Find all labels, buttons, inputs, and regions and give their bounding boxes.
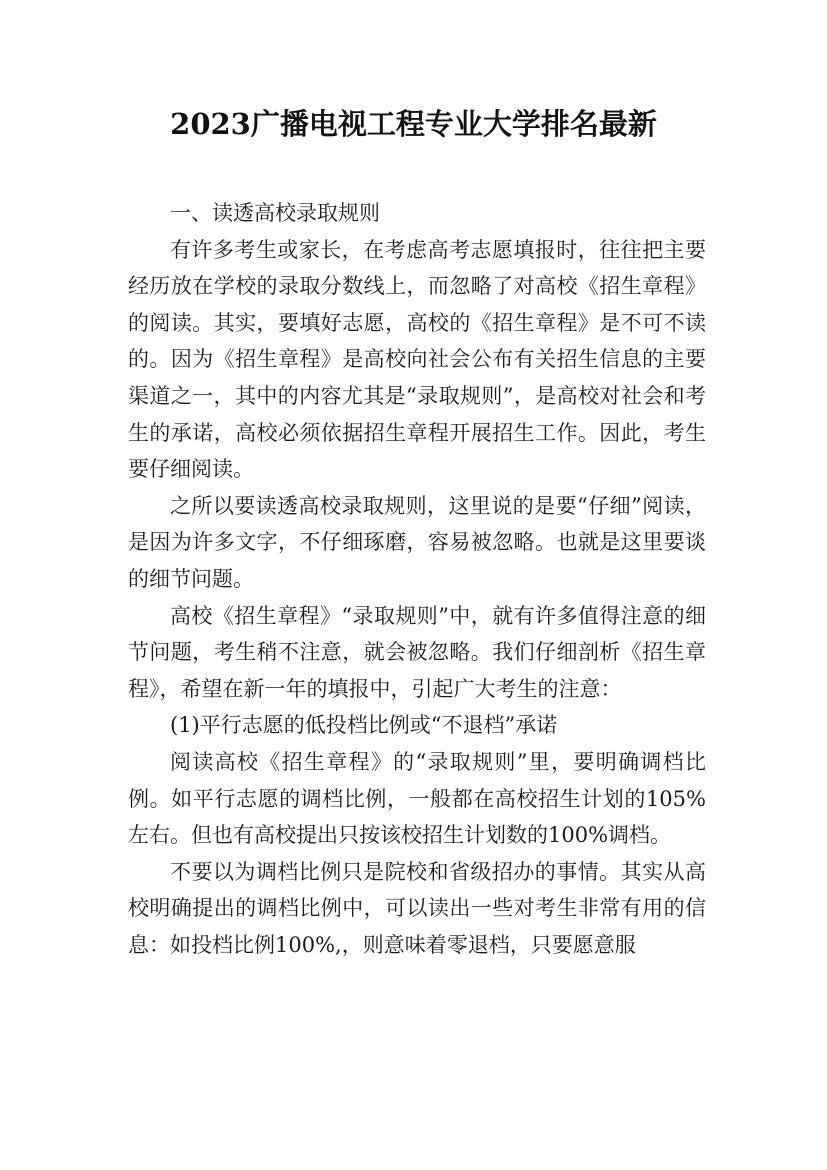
document-body	[128, 195, 706, 963]
section-heading: 一、读透高校录取规则	[170, 201, 380, 225]
paragraph: 不要以为调档比例只是院校和省级招办的事情。其实从高校明确提出的调档比例中，可以读出一些对考生非常有用的信息：如投档比例100%,，则意味着零退档，只要愿意服	[128, 859, 706, 957]
paragraph: 高校《招生章程》“录取规则”中，就有许多值得注意的细节问题，考生稍不注意，就会被忽略。我们仔细剖析《招生章程》，希望在新一年的填报中，引起广大考生的注意：	[128, 603, 706, 701]
paragraph: 有许多考生或家长，在考虑高考志愿填报时，往往把主要经历放在学校的录取分数线上，而忽略了对高校《招生章程》的阅读。其实，要填好志愿，高校的《招生章程》是不可不读的。因为《招生章程》是高校向社会公布有关招生信息的主要渠道之一，其中的内容尤其是“录取规则”，是高校对社会和考生的承诺，高校必须依据招生章程开展招生工作。因此，考生要仔细阅读。	[128, 237, 706, 482]
paragraph: 阅读高校《招生章程》的“录取规则”里，要明确调档比例。如平行志愿的调档比例，一般都在高校招生计划的105%左右。但也有高校提出只按该校招生计划数的100%调档。	[128, 749, 706, 848]
paragraph: 之所以要读透高校录取规则，这里说的是要“仔细”阅读，是因为许多文字，不仔细琢磨，容易被忽略。也就是这里要谈的细节问题。	[128, 493, 706, 591]
subsection-heading: (1)平行志愿的低投档比例或“不退档”承诺	[170, 713, 558, 738]
document-title: 2023广播电视工程专业大学排名最新	[170, 107, 657, 141]
